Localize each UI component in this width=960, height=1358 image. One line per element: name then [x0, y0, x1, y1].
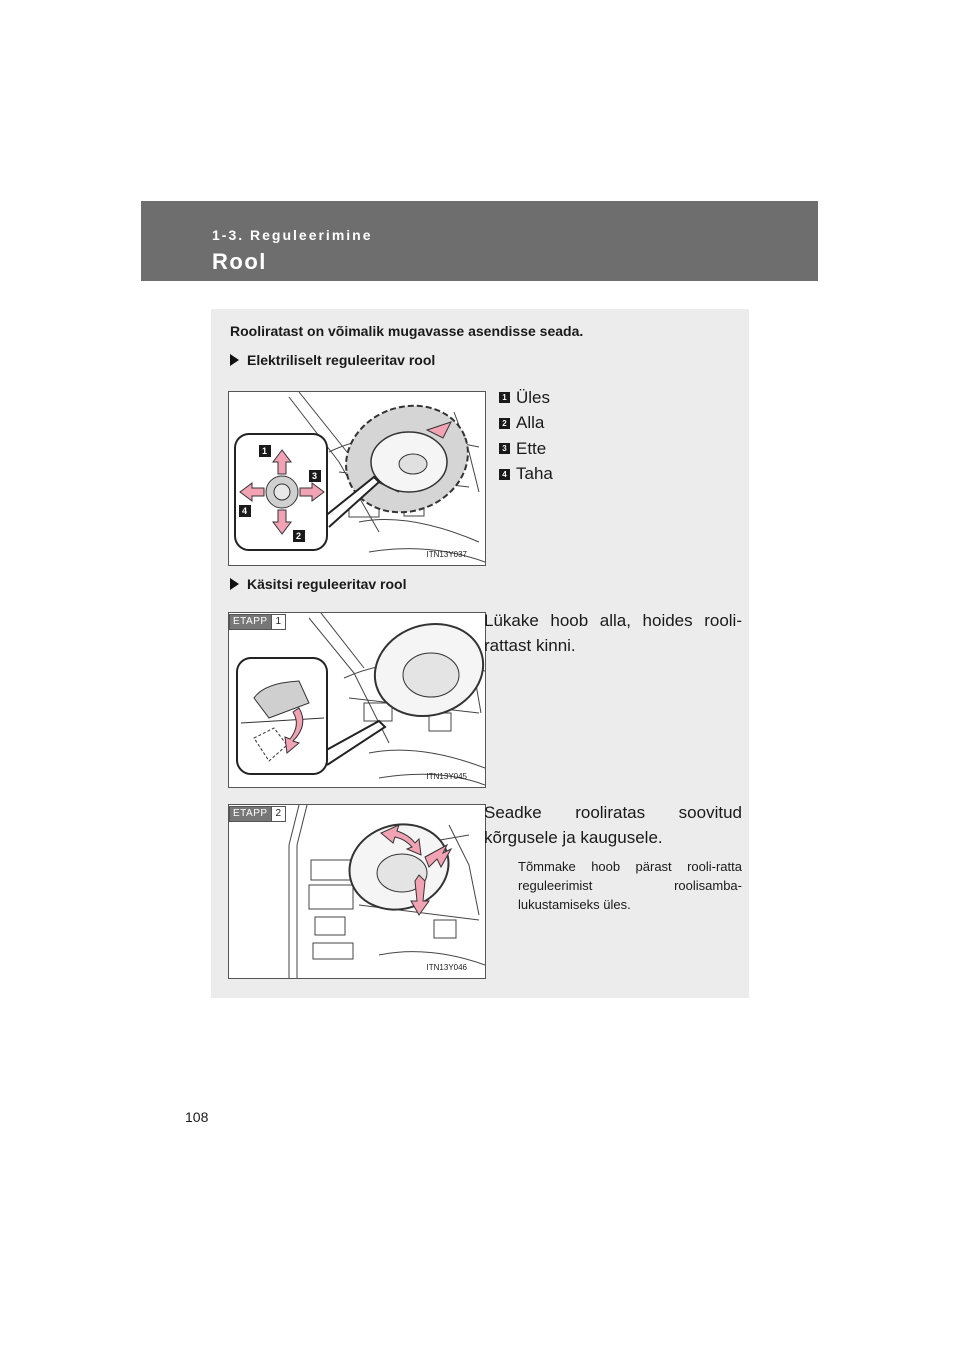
figure-electric-steering — [228, 391, 486, 566]
intro-text: Rooliratast on võimalik mugavasse asendisse seada. — [230, 323, 584, 339]
bullet-triangle-icon — [230, 354, 239, 366]
legend-label: Üles — [516, 387, 551, 407]
section-label: 1-3. Reguleerimine — [212, 227, 373, 243]
legend-number: 3 — [499, 443, 510, 454]
bullet-triangle-icon — [230, 578, 239, 590]
arrow-label-forward: 3 — [312, 471, 318, 481]
page-number: 108 — [185, 1109, 209, 1125]
section-header — [141, 201, 818, 281]
step-badge — [229, 614, 286, 630]
figure-code: ITN13Y046 — [426, 963, 467, 972]
step-number: 2 — [271, 807, 286, 821]
legend-label: Taha — [516, 464, 553, 484]
legend-item — [499, 462, 553, 488]
figure-step-2 — [228, 804, 486, 979]
figure-step-1 — [228, 612, 486, 788]
step-2-note: Tõmmake hoob pärast rooli-ratta reguleerimist roolisamba-lukustamiseks üles. — [518, 859, 742, 912]
manual-heading-label: Käsitsi reguleeritav rool — [247, 576, 407, 592]
arrow-label-down: 2 — [296, 531, 302, 541]
page-title: Rool — [212, 249, 267, 274]
manual-heading — [230, 576, 407, 592]
electric-heading-label: Elektriliselt reguleeritav rool — [247, 352, 436, 368]
arrow-label-up: 1 — [262, 446, 268, 456]
step-word: ETAPP — [230, 807, 271, 821]
step-1-text: Lükake hoob alla, hoides rooli-rattast kinni. — [484, 611, 742, 655]
legend-label: Ette — [516, 438, 547, 458]
legend-item — [499, 436, 553, 462]
legend-item — [499, 411, 553, 437]
legend-number: 2 — [499, 418, 510, 429]
figure-code: ITN13Y045 — [426, 772, 467, 781]
step-word: ETAPP — [230, 615, 271, 629]
step-number: 1 — [271, 615, 286, 629]
step-2-text: Seadke rooliratas soovitud kõrgusele ja kaugusele. — [484, 803, 742, 847]
legend-number: 4 — [499, 469, 510, 480]
legend-item — [499, 385, 553, 411]
direction-legend — [499, 385, 553, 487]
step-badge — [229, 806, 286, 822]
figure-code: ITN13Y037 — [426, 550, 467, 559]
legend-number: 1 — [499, 392, 510, 403]
legend-label: Alla — [516, 413, 545, 433]
electric-heading — [230, 352, 435, 368]
arrow-label-back: 4 — [242, 506, 248, 516]
